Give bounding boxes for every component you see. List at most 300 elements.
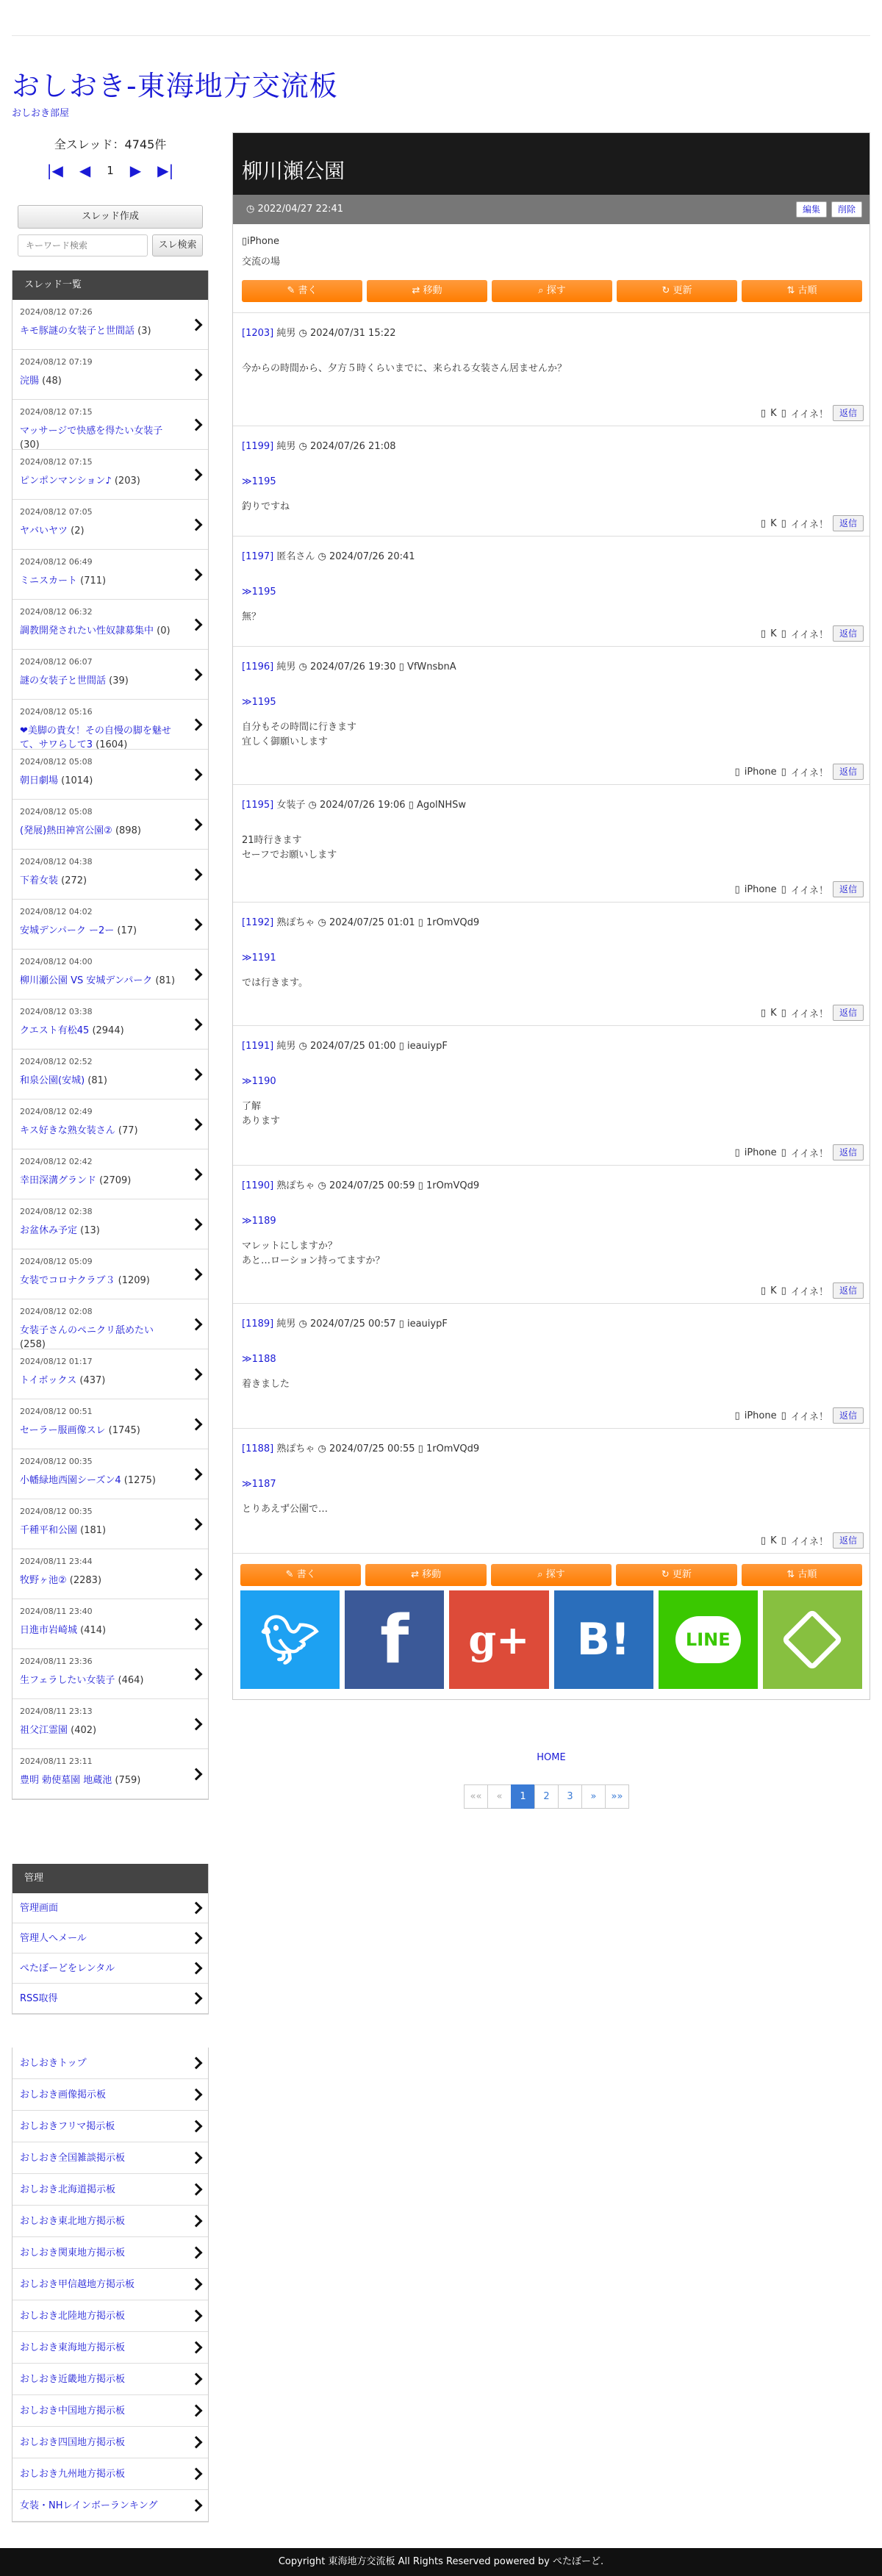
thread-item-title[interactable] [20, 624, 179, 638]
thread-item-title-text[interactable]: 下着女装 [20, 875, 59, 886]
thread-item-title[interactable] [20, 1524, 179, 1538]
edit-button[interactable]: 編集 [796, 201, 827, 218]
chevron-right-icon [190, 2247, 203, 2259]
like-label[interactable]: イイネ！ [790, 1148, 828, 1160]
thread-list-item[interactable] [12, 1299, 208, 1349]
post-date: 2024/07/25 01:01 [329, 917, 415, 928]
post-number[interactable]: [1203] [242, 328, 274, 339]
board-link[interactable]: おしおき近畿地方掲示板 [12, 2364, 208, 2395]
like-label[interactable]: イイネ！ [790, 519, 828, 531]
thread-list-item[interactable] [12, 500, 208, 550]
manage-item[interactable]: 管理画面 [12, 1893, 208, 1923]
post-date: 2024/07/25 00:59 [329, 1180, 415, 1191]
post-number[interactable]: [1192] [242, 917, 274, 928]
post [233, 426, 870, 537]
thread-item-date: 2024/08/12 04:02 [20, 907, 93, 916]
post-author: 熟ぽちゃ [276, 917, 315, 928]
search-input[interactable] [18, 234, 148, 256]
page-link[interactable]: »» [605, 1784, 629, 1809]
thread-item-title-text[interactable]: 幸田深溝グランド [20, 1175, 97, 1186]
thread-list-item[interactable] [12, 1599, 208, 1649]
post-footer [761, 1532, 864, 1549]
post-header [242, 313, 862, 341]
thread-item-count: (2283) [69, 1575, 102, 1586]
device-icon: ▯ [760, 1285, 767, 1296]
thread-list-item[interactable] [12, 1249, 208, 1299]
board-link[interactable]: おしおき甲信越地方掲示板 [12, 2269, 208, 2300]
thread-item-count: (81) [155, 975, 176, 986]
action-button[interactable] [616, 1564, 736, 1586]
post-line: セーフでお願いします [242, 850, 337, 861]
thread-item-title-text[interactable]: クエスト有松45 [20, 1025, 90, 1036]
like-label[interactable]: イイネ！ [790, 767, 828, 779]
chevron-right-icon [190, 2120, 203, 2133]
post-id: AgolNHSw [416, 800, 467, 811]
thread-list [12, 270, 209, 1800]
chevron-right-icon [190, 1718, 203, 1730]
device-icon: ▯ [760, 517, 767, 529]
like-label[interactable]: イイネ！ [790, 1536, 828, 1548]
hatena-icon[interactable]: B! [554, 1590, 653, 1689]
next-page-icon[interactable]: ▶ [129, 162, 142, 179]
thread-item-title[interactable] [20, 1424, 179, 1438]
thread-count: 全スレッド：4745件 [54, 137, 167, 151]
site-title[interactable]: おしおき-東海地方交流板 [12, 70, 338, 102]
reply-button[interactable]: 返信 [833, 625, 864, 642]
reply-anchor[interactable]: ≫1195 [242, 586, 276, 598]
thread-item-title-text[interactable]: 祖父江霊園 [20, 1725, 68, 1736]
thread-item-title[interactable] [20, 1673, 179, 1687]
board-link[interactable]: おしおき九州地方掲示板 [12, 2458, 208, 2490]
board-link[interactable]: おしおき中国地方掲示板 [12, 2395, 208, 2427]
current-page: 1 [107, 164, 114, 177]
chevron-right-icon [190, 2436, 203, 2449]
reply-anchor[interactable]: ≫1195 [242, 697, 276, 708]
chevron-right-icon [190, 1368, 203, 1380]
thread-item-title[interactable] [20, 374, 179, 388]
post-body [242, 1477, 862, 1517]
reply-anchor[interactable]: ≫1187 [242, 1479, 276, 1490]
like-icon[interactable]: ▯ [781, 628, 786, 639]
thread-item-title[interactable] [20, 874, 179, 888]
thread-item-date: 2024/08/12 02:08 [20, 1307, 93, 1316]
prev-page-icon[interactable]: ◀ [79, 162, 91, 179]
like-label[interactable]: イイネ！ [790, 1008, 828, 1020]
refresh-icon: ↻ [661, 1569, 673, 1580]
thread-item-date: 2024/08/12 07:15 [20, 457, 93, 467]
thread-list-item[interactable] [12, 1399, 208, 1449]
post-footer [761, 1282, 864, 1299]
twitter-icon[interactable]: 🐦︎ [240, 1590, 340, 1689]
thread-list-item[interactable] [12, 1699, 208, 1749]
thread-item-title[interactable] [20, 1474, 179, 1488]
search-button[interactable]: スレ検索 [152, 234, 203, 256]
search-icon: ⌕ [538, 285, 547, 296]
thread-item-date: 2024/08/12 05:08 [20, 757, 93, 767]
post-line: 釣りですね [242, 501, 290, 512]
thread-item-title[interactable] [20, 674, 179, 688]
chevron-right-icon [190, 818, 203, 830]
reply-anchor[interactable]: ≫1189 [242, 1216, 276, 1227]
reply-button[interactable]: 返信 [833, 764, 864, 780]
post-body [242, 695, 862, 750]
site-subtitle[interactable]: おしおき部屋 [12, 108, 70, 119]
chevron-right-icon [190, 2152, 203, 2164]
thread-item-title-text[interactable]: 朝日劇場 [20, 775, 59, 786]
action-button[interactable] [365, 1564, 486, 1586]
post-header [242, 426, 862, 454]
thread-item-title-text[interactable]: 浣腸 [20, 376, 40, 387]
thread-item-title-text[interactable]: キス好きな熟女装さん [20, 1125, 115, 1136]
thread-list-item[interactable] [12, 1749, 208, 1799]
home-link[interactable]: HOME [537, 1752, 566, 1763]
thread-list-item[interactable] [12, 800, 208, 850]
chevron-right-icon [190, 1992, 203, 2005]
thread-item-title[interactable] [20, 1723, 179, 1737]
thread-list-item[interactable] [12, 1649, 208, 1699]
chevron-right-icon [190, 2184, 203, 2196]
chevron-right-icon [190, 318, 203, 331]
thread-list-item[interactable] [12, 350, 208, 400]
thread-list-item[interactable] [12, 750, 208, 800]
board-link[interactable]: おしおきトップ [12, 2048, 208, 2079]
thread-list-item[interactable] [12, 1349, 208, 1399]
chevron-right-icon [190, 2278, 203, 2291]
post-number[interactable]: [1191] [242, 1041, 274, 1052]
chevron-right-icon [190, 1268, 203, 1280]
move-icon: ⇄ [411, 1569, 423, 1580]
thread-item-title[interactable] [20, 574, 179, 588]
chevron-right-icon [190, 2342, 203, 2354]
manage-title: 管理 [12, 1864, 208, 1893]
like-label[interactable]: イイネ！ [790, 629, 828, 641]
reply-button[interactable]: 返信 [833, 1407, 864, 1424]
thread-item-title-text[interactable]: ミニスカート [20, 575, 78, 586]
thread-item-count: (1745) [108, 1425, 140, 1436]
thread-item-count: (13) [80, 1225, 100, 1236]
post-footer [761, 515, 864, 531]
thread-item-title-text[interactable]: 女装でコロナクラブ３ [20, 1275, 115, 1286]
thread-item-title[interactable] [20, 1074, 179, 1088]
thread-item-title-text[interactable]: マッサージで快感を得たい女装子 [20, 426, 163, 437]
thread-item-date: 2024/08/11 23:11 [20, 1757, 93, 1766]
chevron-right-icon [190, 1318, 203, 1330]
reply-button[interactable]: 返信 [833, 515, 864, 531]
like-label[interactable]: イイネ！ [790, 409, 828, 420]
post-footer [735, 1144, 864, 1160]
feedly-icon[interactable] [763, 1590, 862, 1689]
thread-item-title[interactable] [20, 974, 179, 988]
thread-item-title[interactable] [20, 324, 179, 338]
post-date: 2024/07/26 19:06 [320, 800, 406, 811]
post-header [242, 647, 862, 675]
chevron-right-icon [190, 368, 203, 381]
thread-item-title-text[interactable]: ピンポンマンション♪ [20, 476, 112, 487]
chevron-right-icon [190, 568, 203, 581]
post-line: 着きました [242, 1379, 290, 1390]
post-number[interactable]: [1190] [242, 1180, 274, 1191]
chevron-right-icon [190, 1218, 203, 1230]
post [233, 903, 870, 1026]
thread-list-item[interactable] [12, 550, 208, 600]
thread-list-item[interactable] [12, 300, 208, 350]
thread-view [232, 132, 870, 1700]
thread-item-title[interactable] [20, 824, 179, 838]
thread-item-date: 2024/08/11 23:36 [20, 1657, 93, 1666]
thread-item-title-text[interactable]: 安城デンパーク ー2ー [20, 925, 115, 936]
thread-list-item[interactable] [12, 1099, 208, 1149]
thread-item-title-text[interactable]: 日進市岩崎城 [20, 1625, 78, 1636]
thread-item-title-text[interactable]: 牧野ヶ池② [20, 1575, 67, 1586]
thread-item-title-text[interactable]: (発展)熱田神宮公園② [20, 825, 112, 836]
thread-item-title[interactable] [20, 1174, 179, 1188]
like-icon[interactable]: ▯ [781, 1147, 786, 1158]
thread-item-title[interactable] [20, 1024, 179, 1038]
thread-item-title-text[interactable]: 小幡緑地西園シーズン4 [20, 1475, 121, 1486]
thread-item-count: (2944) [92, 1025, 124, 1036]
reply-button[interactable]: 返信 [833, 1005, 864, 1021]
like-icon[interactable]: ▯ [781, 517, 786, 529]
thread-list-item[interactable] [12, 1449, 208, 1499]
board-link[interactable]: おしおき東海地方掲示板 [12, 2332, 208, 2364]
post-body [242, 475, 862, 514]
thread-list-item[interactable] [12, 650, 208, 700]
thread-list-item[interactable] [12, 1000, 208, 1050]
post-header [242, 1304, 862, 1332]
chevron-right-icon [190, 718, 203, 731]
thread-item-title-text[interactable]: 生フェラしたい女装子 [20, 1675, 115, 1686]
search-icon: ⌕ [537, 1569, 546, 1580]
chevron-right-icon [190, 1118, 203, 1130]
manage-item[interactable]: RSS取得 [12, 1984, 208, 2014]
manage-item[interactable]: ぺたぼーどをレンタル [12, 1953, 208, 1984]
thread-item-title[interactable] [20, 1274, 179, 1288]
thread-item-title-text[interactable]: 調教開発されたい性奴隷募集中 [20, 625, 154, 636]
action-button[interactable] [242, 280, 362, 302]
thread-item-count: (759) [115, 1775, 141, 1786]
like-icon[interactable]: ▯ [781, 1007, 786, 1019]
thread-list-item[interactable] [12, 400, 208, 450]
action-button[interactable] [240, 1564, 361, 1586]
reply-button[interactable]: 返信 [833, 1532, 864, 1549]
board-link[interactable]: おしおき四国地方掲示板 [12, 2427, 208, 2458]
chevron-right-icon [190, 1518, 203, 1530]
reply-anchor[interactable]: ≫1190 [242, 1076, 276, 1087]
like-icon[interactable]: ▯ [781, 766, 786, 778]
top-divider [12, 35, 870, 36]
like-label[interactable]: イイネ！ [790, 1286, 828, 1298]
reply-button[interactable]: 返信 [833, 881, 864, 897]
chevron-right-icon [190, 968, 203, 980]
thread-item-date: 2024/08/12 00:35 [20, 1457, 93, 1466]
action-button[interactable] [742, 280, 862, 302]
thread-list-item[interactable] [12, 1050, 208, 1099]
device-icon: ▯ [760, 407, 767, 419]
chevron-right-icon [190, 868, 203, 880]
thread-item-title[interactable] [20, 774, 179, 788]
action-button[interactable] [617, 280, 737, 302]
post-number[interactable]: [1189] [242, 1319, 274, 1330]
post-header [242, 537, 862, 564]
manage-box [12, 1864, 209, 2014]
thread-item-title[interactable] [20, 724, 179, 752]
post-date: 2024/07/26 20:41 [329, 551, 415, 562]
thread-item-date: 2024/08/12 05:16 [20, 707, 93, 717]
thread-item-title-text[interactable]: キモ豚謎の女装子と世間話 [20, 326, 135, 337]
chevron-right-icon [190, 1568, 203, 1580]
post-date: 2024/07/26 19:30 [310, 661, 396, 672]
action-button[interactable] [742, 1564, 862, 1586]
first-page-icon[interactable]: |◀ [46, 162, 63, 179]
sort-icon: ⇅ [786, 1569, 798, 1580]
thread-item-date: 2024/08/12 04:00 [20, 957, 93, 966]
like-icon[interactable]: ▯ [781, 1410, 786, 1421]
delete-button[interactable]: 削除 [831, 201, 862, 218]
like-icon[interactable]: ▯ [781, 883, 786, 895]
post-number[interactable]: [1196] [242, 661, 274, 672]
thread-list-item[interactable] [12, 1499, 208, 1549]
thread-item-title-text[interactable]: 謎の女装子と世間話 [20, 675, 107, 686]
like-icon[interactable]: ▯ [781, 407, 786, 419]
last-page-icon[interactable]: ▶| [157, 162, 174, 179]
thread-item-count: (77) [118, 1125, 138, 1136]
thread-item-title-text[interactable]: 豊明 勅使墓園 地蔵池 [20, 1775, 112, 1786]
thread-item-title-text[interactable]: 千種平和公園 [20, 1525, 78, 1536]
thread-item-count: (437) [79, 1375, 106, 1386]
page-link[interactable]: «« [464, 1784, 488, 1809]
board-link[interactable]: おしおき画像掲示板 [12, 2079, 208, 2111]
reply-anchor[interactable]: ≫1195 [242, 476, 276, 487]
action-label: 書く [298, 285, 318, 296]
action-label: 古順 [797, 285, 817, 296]
clock-icon: ◷ [315, 917, 329, 928]
thread-item-title[interactable] [20, 1624, 179, 1637]
action-button[interactable] [491, 1564, 612, 1586]
like-icon[interactable]: ▯ [781, 1285, 786, 1296]
action-bar-top [242, 280, 862, 302]
board-link[interactable]: おしおき東北地方掲示板 [12, 2206, 208, 2237]
page-link[interactable]: 1 [511, 1784, 535, 1809]
thread-item-title[interactable] [20, 474, 179, 488]
thread-item-date: 2024/08/12 01:17 [20, 1357, 93, 1366]
user-icon: ▯ [415, 1443, 426, 1454]
thread-item-title-text[interactable]: 和泉公園(安城) [20, 1075, 85, 1086]
manage-item[interactable]: 管理人へメール [12, 1923, 208, 1953]
thread-item-title[interactable] [20, 1224, 179, 1238]
thread-item-title-text[interactable]: セーラー服画像スレ [20, 1425, 106, 1436]
thread-item-title-text[interactable]: ヤバいヤツ [20, 525, 68, 537]
thread-list-item[interactable] [12, 1549, 208, 1599]
board-link[interactable]: おしおき関東地方掲示板 [12, 2237, 208, 2269]
thread-item-date: 2024/08/12 07:05 [20, 507, 93, 517]
thread-item-date: 2024/08/12 02:42 [20, 1157, 93, 1166]
post-header [242, 1026, 862, 1054]
like-label[interactable]: イイネ！ [790, 1411, 828, 1423]
reply-button[interactable]: 返信 [833, 1144, 864, 1160]
thread-item-date: 2024/08/11 23:44 [20, 1557, 93, 1566]
thread-list-item[interactable] [12, 600, 208, 650]
thread-item-title-text[interactable]: トイボックス [20, 1375, 77, 1386]
device-icon: ▯ [760, 628, 767, 639]
post-number[interactable]: [1188] [242, 1443, 274, 1454]
thread-item-title[interactable] [20, 1324, 179, 1352]
reply-button[interactable]: 返信 [833, 405, 864, 421]
thread-item-count: (39) [109, 675, 129, 686]
thread-list-item[interactable] [12, 1149, 208, 1199]
reply-button[interactable]: 返信 [833, 1282, 864, 1299]
post-number[interactable]: [1197] [242, 551, 274, 562]
thread-item-date: 2024/08/11 23:40 [20, 1607, 93, 1616]
user-icon: ▯ [395, 661, 407, 672]
action-button[interactable] [367, 280, 487, 302]
thread-item-date: 2024/08/12 07:15 [20, 407, 93, 417]
thread-list-item[interactable] [12, 700, 208, 750]
clock-icon: ◷ [305, 800, 320, 811]
googleplus-icon[interactable]: g+ [449, 1590, 548, 1689]
thread-list-item[interactable] [12, 950, 208, 1000]
post-footer [761, 405, 864, 421]
like-icon[interactable]: ▯ [781, 1535, 786, 1546]
chevron-right-icon [190, 1768, 203, 1780]
post-number[interactable]: [1195] [242, 800, 274, 811]
chevron-right-icon [190, 1668, 203, 1680]
thread-item-title-text[interactable]: 女装子さんのペニクリ舐めたい [20, 1325, 154, 1336]
post-device: K [770, 1535, 777, 1546]
board-link[interactable]: おしおき全国雑談掲示板 [12, 2142, 208, 2174]
thread-item-title[interactable] [20, 424, 179, 452]
thread-item-title-text[interactable]: 柳川瀬公園 VS 安城デンパーク [20, 975, 153, 986]
like-label[interactable]: イイネ！ [790, 885, 828, 897]
chevron-right-icon [190, 2468, 203, 2480]
thread-list-item[interactable] [12, 900, 208, 950]
action-button[interactable] [492, 280, 612, 302]
reply-anchor[interactable]: ≫1191 [242, 952, 276, 964]
thread-list-title: スレッド一覧 [12, 270, 208, 300]
thread-item-title[interactable] [20, 1124, 179, 1138]
post-device: iPhone [744, 1410, 777, 1421]
reply-anchor[interactable]: ≫1188 [242, 1354, 276, 1365]
thread-item-title-text[interactable]: ❤美脚の貴女！その自慢の脚を魅せて、サワらして3 [20, 725, 171, 750]
thread-item-count: (464) [118, 1675, 144, 1686]
thread-list-item[interactable] [12, 450, 208, 500]
chevron-right-icon [190, 2057, 203, 2070]
board-link[interactable]: 女装・NHレインボーランキング [12, 2490, 208, 2522]
thread-item-title[interactable] [20, 1374, 179, 1388]
user-icon: ▯ [395, 1041, 407, 1052]
facebook-icon[interactable]: f [345, 1590, 444, 1689]
post-device: K [770, 1285, 777, 1296]
board-link[interactable]: おしおき北海道掲示板 [12, 2174, 208, 2206]
create-thread-button[interactable]: スレッド作成 [18, 205, 203, 229]
board-link[interactable]: おしおき北陸地方掲示板 [12, 2300, 208, 2332]
thread-item-title[interactable] [20, 1574, 179, 1587]
post-number[interactable]: [1199] [242, 441, 274, 452]
page-link[interactable]: 2 [534, 1784, 559, 1809]
page-link[interactable]: « [487, 1784, 512, 1809]
thread-item-title[interactable] [20, 524, 179, 538]
post-author: 純男 [276, 1041, 296, 1052]
thread-list-item[interactable] [12, 850, 208, 900]
thread-item-title[interactable] [20, 1773, 179, 1787]
board-link[interactable]: おしおきフリマ掲示板 [12, 2111, 208, 2142]
thread-item-title-text[interactable]: お盆休み予定 [20, 1225, 78, 1236]
thread-list-item[interactable] [12, 1199, 208, 1249]
line-icon[interactable]: LINE [659, 1590, 758, 1689]
page-link[interactable]: 3 [558, 1784, 582, 1809]
thread-item-title[interactable] [20, 924, 179, 938]
page-link[interactable]: » [581, 1784, 606, 1809]
thread-item-date: 2024/08/12 04:38 [20, 857, 93, 867]
